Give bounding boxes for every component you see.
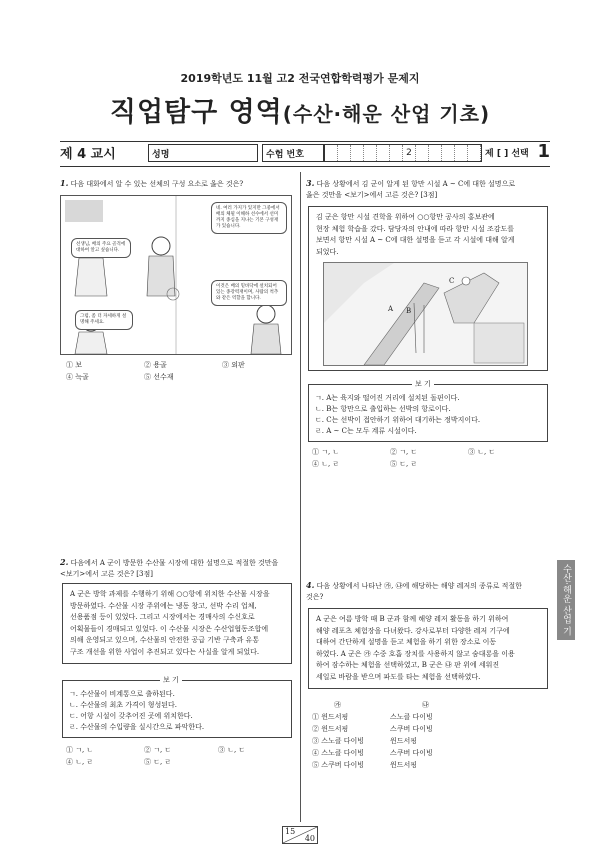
q3-label-c: C	[449, 277, 455, 285]
q1-options	[66, 360, 296, 386]
q1-bubble-2: 네. 여러 가지가 있지만 그중에서 배의 체될 이해하 선수에서 선미까지 종심을 지나는 기본 구성재가 있습니다.	[211, 202, 287, 234]
q4-option-1[interactable]: ① 윈드서핑 스노클 다이빙	[312, 713, 433, 721]
name-field: 성명	[148, 144, 258, 162]
page-total: 40	[304, 834, 315, 843]
q3-option-4[interactable]: ④ ㄴ, ㄹ	[312, 460, 340, 468]
q4-options	[312, 700, 548, 780]
q4-option-5[interactable]: ⑤ 스쿠버 다이빙 윈드서핑	[312, 761, 418, 769]
q4-stem: 4. 다음 상황에서 나타난 ㉮, ㉯에 해당하는 해양 레저의 종류로 적절한 것은?	[306, 580, 522, 601]
q3-option-3[interactable]: ③ ㄴ, ㄷ	[468, 448, 496, 456]
exam-name: 2019학년도 11월 고2 전국연합학력평가 문제지	[180, 72, 420, 85]
q2-option-2[interactable]: ② ㄱ, ㄷ	[144, 746, 172, 754]
q2-option-5[interactable]: ⑤ ㄷ, ㄹ	[144, 758, 172, 766]
q1-cartoon	[60, 195, 292, 355]
subject-side-tab: 수산·해운 산업 기초	[557, 560, 575, 640]
session-label: 제 4 교시	[60, 147, 116, 162]
q2-stem: 2. 다음에서 A 군이 방문한 수산물 시장에 대한 설명으로 적절한 것만을 <보기>에서 고른 것은? [3점]	[60, 557, 279, 578]
title-sub: (수산·해운 산업 기초)	[282, 102, 491, 126]
q4-col-b-head: ㉯	[422, 701, 429, 709]
q1-option-4[interactable]: ④ 늑골	[66, 373, 89, 381]
page-title	[0, 90, 600, 129]
q3-port-figure	[323, 262, 528, 366]
q2-options	[66, 745, 296, 771]
q1-bubble-1: 선생님, 배의 주요 골격에 대하여 알고 싶습니다.	[71, 238, 131, 258]
number-cells: 2	[324, 144, 482, 162]
q4-passage: A 군은 여름 방학 때 B 군과 함께 해양 레저 활동을 하기 위하여 해양 레포츠 체험장을 다녀왔다. 강사로부터 다양한 레저 기구에 대하여 간단하게 설명을 듣고 체험을 하기 위한 장소로 이동 하였다. A 군은 ㉮ 수중 호흡 장치를 사용하지 않고 숨대롱을 이용 하여 잠수하는 체험을 선택하였고, B 군은 ㉯ 판 위에 세워진 세일로 바람을 받으며 파도를 타는 체험을 선택하였다.	[308, 608, 548, 689]
q4-col-a-head: ㉮	[334, 701, 341, 709]
q1-option-5[interactable]: ⑤ 선수재	[144, 373, 174, 381]
q3-bogi-title: 보 기	[412, 379, 434, 389]
q2-option-4[interactable]: ④ ㄴ, ㄹ	[66, 758, 94, 766]
column-divider	[300, 172, 301, 822]
header-rule-bottom	[60, 166, 550, 167]
q2-bogi-title: 보 기	[160, 675, 182, 685]
header-rule-top	[60, 141, 550, 142]
q2-option-3[interactable]: ③ ㄴ, ㄷ	[218, 746, 246, 754]
q3-bogi: ㄱ. A는 육지와 떨어진 거리에 설치된 돌핀이다. ㄴ. B는 항만으로 출입하는 선박의 항로이다. ㄷ. C는 선박이 접안하기 위하여 대기하는 정박지이다. ㄹ. A ~ C는 모두 계류 시설이다.	[308, 384, 548, 442]
q4-option-3[interactable]: ③ 스노클 다이빙 윈드서핑	[312, 737, 418, 745]
page-number: 15	[285, 827, 296, 836]
info-bar	[60, 143, 550, 163]
q2-option-1[interactable]: ① ㄱ, ㄴ	[66, 746, 94, 754]
page-indicator: 1	[537, 141, 550, 162]
q1-option-3[interactable]: ③ 외판	[222, 361, 245, 369]
q1-bubble-4: 이것은 배의 밑바닥에 설치되어 있는 종강력재이며, 사람의 척추와 같은 역할을 합니다.	[211, 280, 287, 306]
q3-stem: 3. 다음 상황에서 김 군이 알게 된 항만 시설 A ~ C에 대한 설명으로 옳은 것만을 <보기>에서 고른 것은? [3점]	[306, 178, 516, 199]
q3-passage: 김 군은 항만 시설 견학을 위하여 ○○항만 공사의 홍보관에 현장 체험 학습을 갔다. 담당자의 안내에 따라 항만 시설 조감도를 보면서 항만 시설 A ~ C에 대한 설명을 듣고 각 시설에 대해 알게 되었다.	[308, 206, 548, 371]
q1-option-2[interactable]: ② 용골	[144, 361, 167, 369]
page-number-box	[282, 826, 318, 844]
q3-option-5[interactable]: ⑤ ㄷ, ㄹ	[390, 460, 418, 468]
title-main: 직업탐구 영역	[109, 97, 283, 128]
q3-label-b: B	[406, 307, 412, 315]
q1-stem: 1. 다음 대화에서 알 수 있는 선체의 구성 요소로 옳은 것은?	[60, 178, 244, 188]
q3-label-a: A	[388, 305, 394, 313]
q2-passage: A 군은 방학 과제를 수행하기 위해 ○○항에 위치한 수산물 시장을 방문하였다. 수산물 시장 주위에는 냉동 창고, 선박 수리 업체, 선용품점 등이 있었다. 그리고 시장에서는 경매사의 수신호로 어획물들이 경매되고 있었다. 이 수산물 시장은 수산업협동조합에 의해 운영되고 있으며, 수산물의 안전한 공급 기반 구축과 유통 구조 개선을 위한 사업이 추진되고 있다는 사실을 알게 되었다.	[62, 583, 292, 664]
q3-option-2[interactable]: ② ㄱ, ㄷ	[390, 448, 418, 456]
q1-option-1[interactable]: ① 보	[66, 361, 82, 369]
q1-bubble-3: 그럼, 좀 더 자세하게 설명해 주세요.	[75, 310, 133, 330]
q4-option-2[interactable]: ② 윈드서핑 스쿠버 다이빙	[312, 725, 433, 733]
number-label-box: 수험 번호	[262, 144, 324, 162]
q3-option-1[interactable]: ① ㄱ, ㄴ	[312, 448, 340, 456]
q2-bogi: ㄱ. 수산물이 비계통으로 출하된다. ㄴ. 수산물의 최초 가격이 형성된다. ㄷ. 어항 시설이 갖추어진 곳에 위치한다. ㄹ. 수산물의 수입량을 실시간으로 파악한다.	[62, 680, 292, 738]
choice-label: 제 [ ] 선택	[485, 149, 529, 159]
q3-options	[312, 447, 548, 473]
q4-option-4[interactable]: ④ 스노클 다이빙 스쿠버 다이빙	[312, 749, 433, 757]
